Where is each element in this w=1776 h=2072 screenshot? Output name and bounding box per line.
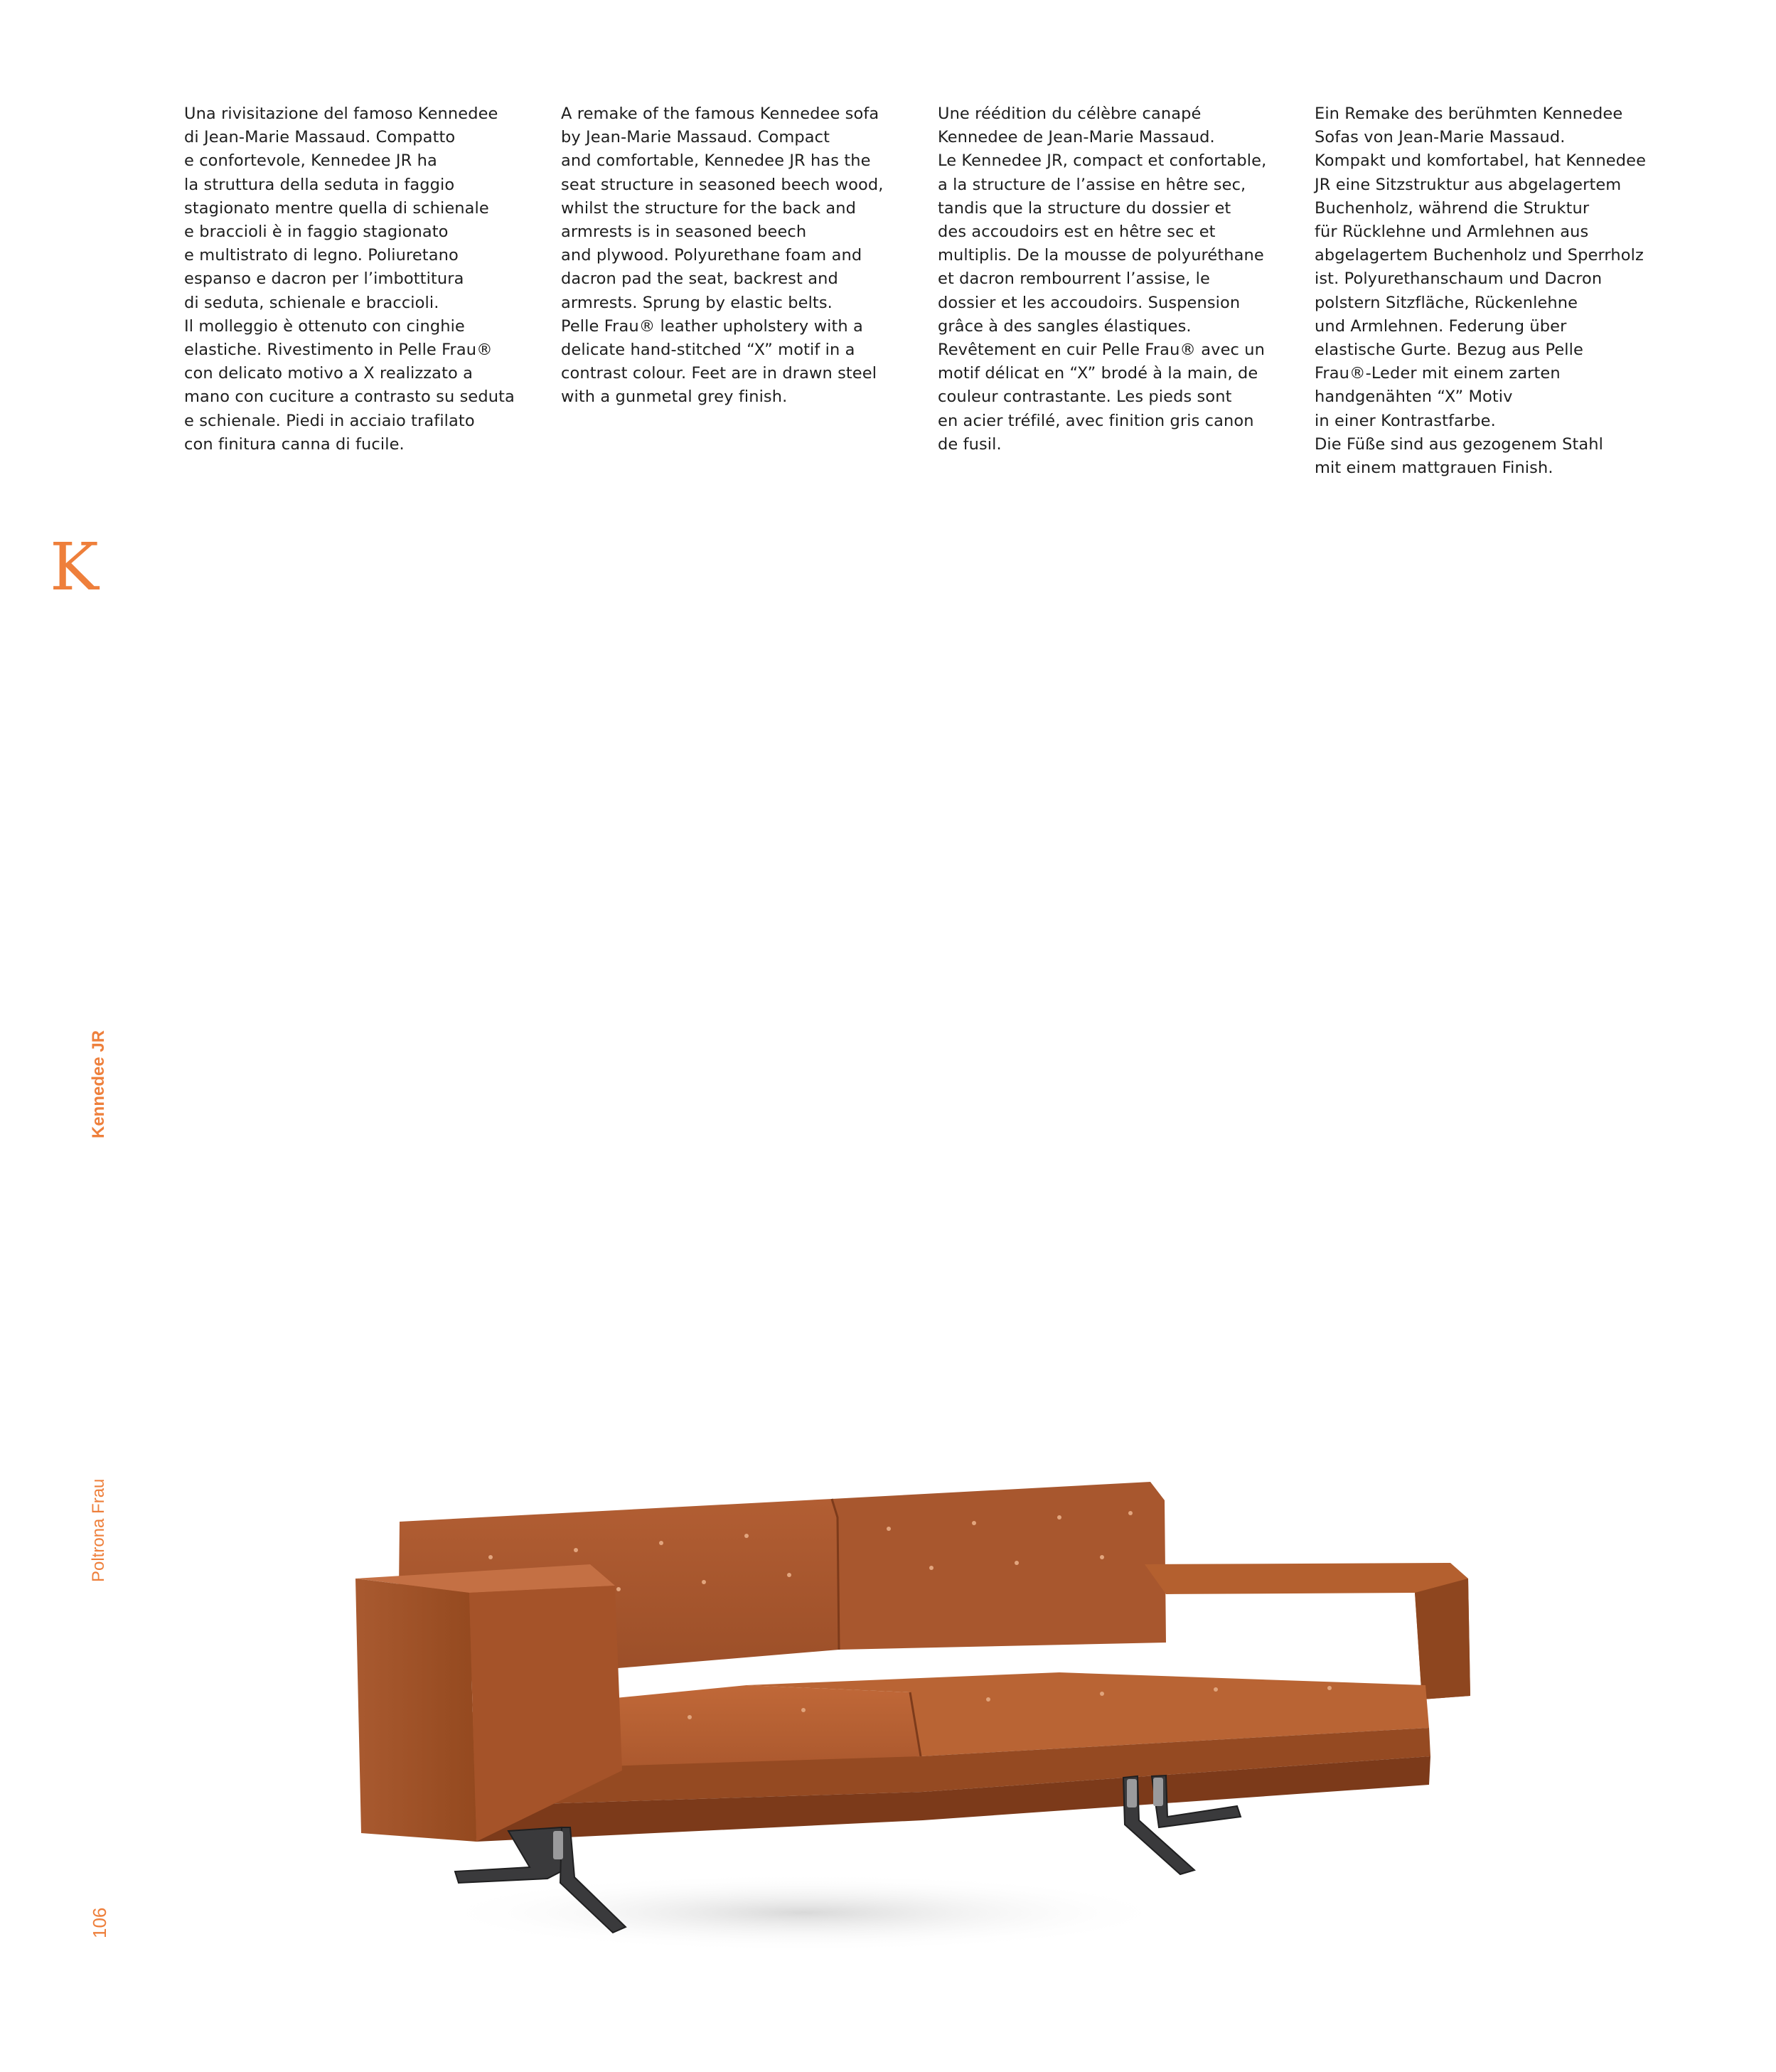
text-line: Il molleggio è ottenuto con cinghie: [184, 316, 465, 336]
text-line: di Jean-Marie Massaud. Compatto: [184, 128, 456, 147]
text-line: multiplis. De la mousse de polyuréthane: [938, 246, 1264, 265]
text-line: de fusil.: [938, 434, 1002, 454]
text-line: en acier tréfilé, avec finition gris canon: [938, 411, 1254, 430]
text-line: dossier et les accoudoirs. Suspension: [938, 293, 1241, 312]
description-italian: [184, 102, 515, 456]
text-line: mano con cuciture a contrasto su seduta: [184, 388, 515, 407]
text-line: in einer Kontrastfarbe.: [1315, 411, 1496, 430]
text-line: by Jean-Marie Massaud. Compact: [561, 128, 830, 147]
text-line: für Rücklehne und Armlehnen aus: [1315, 223, 1589, 242]
text-line: Revêtement en cuir Pelle Frau® avec un: [938, 341, 1265, 360]
text-line: la struttura della seduta in faggio: [184, 175, 455, 194]
text-line: JR eine Sitzstruktur aus abgelagertem: [1315, 175, 1622, 194]
text-line: Le Kennedee JR, compact et confortable,: [938, 151, 1267, 171]
page-number: 106: [89, 1907, 110, 1938]
text-line: seat structure in seasoned beech wood,: [561, 175, 884, 194]
text-line: mit einem mattgrauen Finish.: [1315, 459, 1553, 478]
text-line: des accoudoirs est en hêtre sec et: [938, 223, 1216, 242]
product-name-label: Kennedee JR: [89, 1030, 108, 1138]
text-line: con delicato motivo a X realizzato a: [184, 364, 473, 383]
section-initial-letter: K: [50, 529, 99, 605]
text-line: Buchenholz, während die Struktur: [1315, 198, 1590, 218]
text-line: armrests. Sprung by elastic belts.: [561, 293, 833, 312]
text-line: delicate hand-stitched “X” motif in a: [561, 341, 855, 360]
text-line: e confortevole, Kennedee JR ha: [184, 151, 437, 171]
text-line: Frau®-Leder mit einem zarten: [1315, 364, 1561, 383]
text-line: Une réédition du célèbre canapé: [938, 105, 1202, 123]
text-line: e braccioli è in faggio stagionato: [184, 223, 449, 242]
text-line: elastische Gurte. Bezug aus Pelle: [1315, 341, 1583, 360]
text-line: polstern Sitzfläche, Rückenlehne: [1315, 293, 1578, 312]
text-line: Una rivisitazione del famoso Kennedee: [184, 105, 498, 123]
floor-shadow: [434, 1874, 1173, 1952]
text-line: Kompakt und komfortabel, hat Kennedee: [1315, 151, 1647, 171]
text-line: elastiche. Rivestimento in Pelle Frau®: [184, 341, 493, 360]
text-line: couleur contrastante. Les pieds sont: [938, 388, 1232, 407]
text-line: Ein Remake des berühmten Kennedee: [1315, 105, 1623, 123]
description-german: [1315, 102, 1646, 480]
text-line: contrast colour. Feet are in drawn steel: [561, 364, 877, 383]
text-line: with a gunmetal grey finish.: [561, 388, 788, 407]
text-line: espanso e dacron per l’imbottitura: [184, 269, 464, 289]
text-line: ist. Polyurethanschaum und Dacron: [1315, 269, 1603, 289]
text-line: Kennedee de Jean-Marie Massaud.: [938, 128, 1215, 147]
text-line: whilst the structure for the back and: [561, 198, 857, 218]
text-line: di seduta, schienale e braccioli.: [184, 293, 439, 312]
text-line: dacron pad the seat, backrest and: [561, 269, 838, 289]
text-line: et dacron rembourrent l’assise, le: [938, 269, 1210, 289]
back-cushion-right: [832, 1482, 1166, 1650]
sofa-photo: [348, 1472, 1472, 1984]
brand-label: Poltrona Frau: [89, 1478, 108, 1582]
description-french: [938, 102, 1266, 456]
text-line: Sofas von Jean-Marie Massaud.: [1315, 128, 1566, 147]
text-line: A remake of the famous Kennedee sofa: [561, 105, 879, 123]
text-line: and plywood. Polyurethane foam and: [561, 246, 862, 265]
text-line: motif délicat en “X” brodé à la main, de: [938, 364, 1258, 383]
text-line: con finitura canna di fucile.: [184, 434, 405, 454]
description-english: [561, 102, 884, 410]
text-line: and comfortable, Kennedee JR has the: [561, 151, 871, 171]
text-line: Pelle Frau® leather upholstery with a: [561, 316, 863, 336]
text-line: und Armlehnen. Federung über: [1315, 316, 1567, 336]
text-line: e multistrato di legno. Poliuretano: [184, 246, 459, 265]
text-line: armrests is in seasoned beech: [561, 223, 807, 242]
text-line: tandis que la structure du dossier et: [938, 198, 1231, 218]
text-line: abgelagertem Buchenholz und Sperrholz: [1315, 246, 1644, 265]
text-line: grâce à des sangles élastiques.: [938, 316, 1192, 336]
text-line: handgenähten “X” Motiv: [1315, 388, 1513, 407]
text-line: e schienale. Piedi in acciaio trafilato: [184, 411, 475, 430]
text-line: Die Füße sind aus gezogenem Stahl: [1315, 434, 1604, 454]
text-line: stagionato mentre quella di schienale: [184, 198, 489, 218]
text-line: a la structure de l’assise en hêtre sec,: [938, 175, 1246, 194]
